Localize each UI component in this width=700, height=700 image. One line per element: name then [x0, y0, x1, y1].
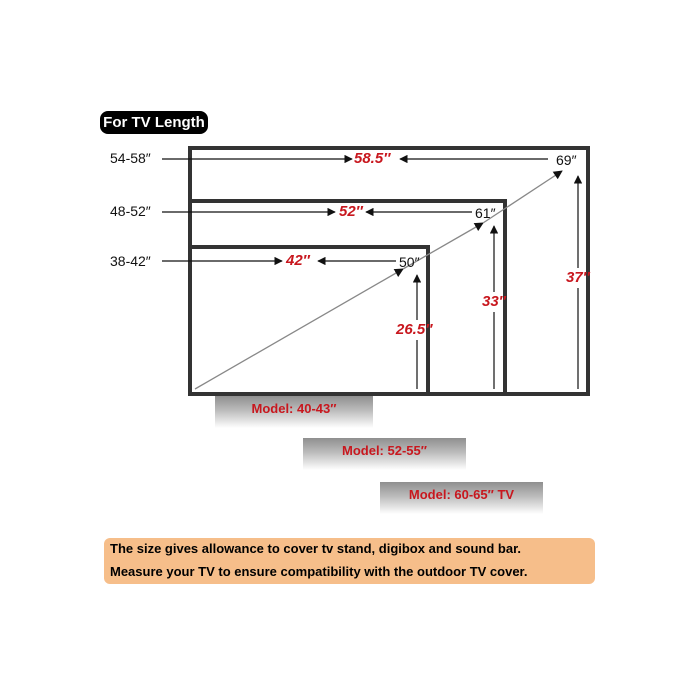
for-tv-length-badge: For TV Length [100, 111, 208, 134]
compatibility-note [104, 538, 595, 584]
note-line-1: The size gives allowance to cover tv stand, digibox and sound bar. [110, 541, 522, 556]
size-range-label: 48-52″ [110, 203, 151, 219]
height-dimension: 26.5″ [396, 321, 433, 338]
note-line-2: Measure your TV to ensure compatibility with the outdoor TV cover. [110, 564, 528, 579]
model-label-52-55 [303, 438, 466, 470]
model-label-text: Model: 60-65″ TV [408, 487, 515, 502]
width-dimension: 52″ [339, 203, 363, 220]
height-dimension: 33″ [482, 293, 506, 310]
diagonal-dimension: 50″ [399, 254, 420, 270]
width-dimension: 58.5″ [354, 150, 391, 167]
diagonal-dimension: 69″ [556, 152, 577, 168]
diagonal-dimension: 61″ [475, 205, 496, 221]
width-dimension: 42″ [286, 252, 310, 269]
model-label-text: Model: 40-43″ [251, 401, 337, 416]
size-range-label: 38-42″ [110, 253, 151, 269]
model-label-text: Model: 52-55″ [342, 443, 427, 458]
model-label-40-43 [215, 396, 373, 428]
model-label-60-65 [380, 482, 543, 514]
diagonal-arrow-small [195, 269, 403, 389]
height-dimension: 37″ [566, 269, 590, 286]
size-range-label: 54-58″ [110, 150, 151, 166]
